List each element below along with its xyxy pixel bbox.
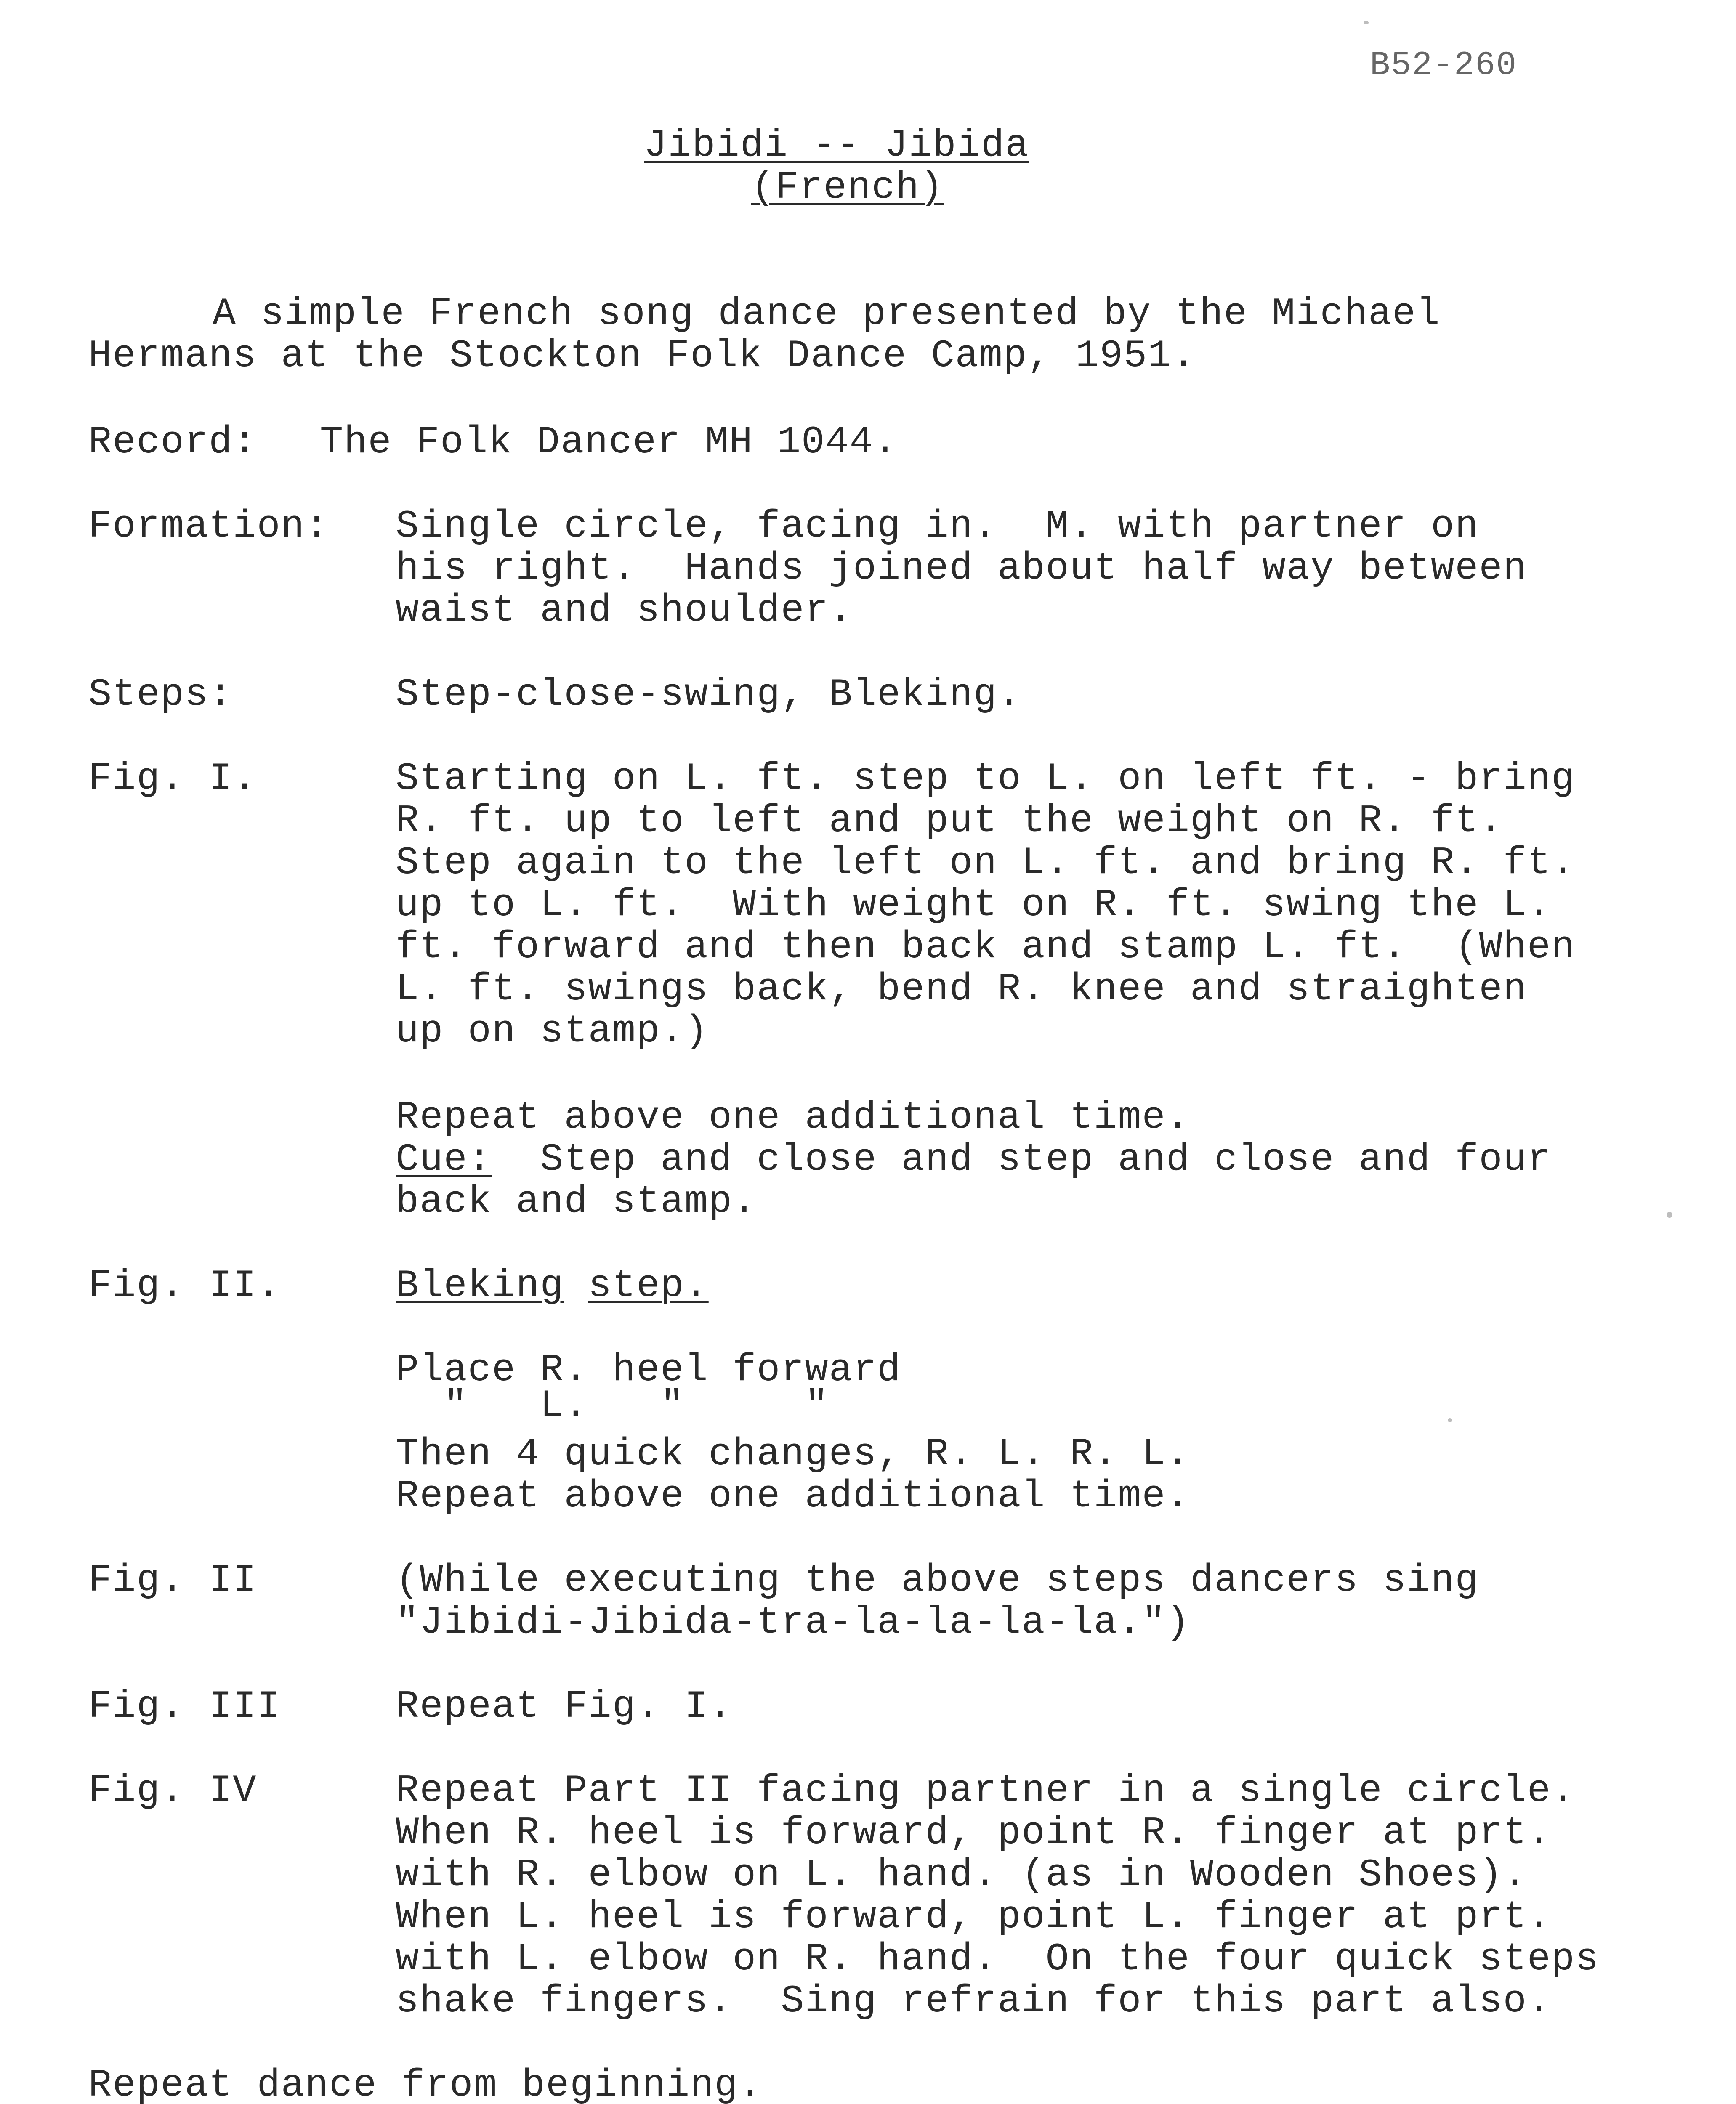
formation-line: his right. Hands joined about half way between — [396, 546, 1527, 590]
fig2-label: Fig. II. — [88, 1264, 281, 1308]
steps-label: Steps: — [88, 672, 233, 717]
cue-text: Step and close and step and close and four — [492, 1137, 1552, 1182]
fig2b-line: (While executing the above steps dancers sing — [396, 1558, 1479, 1602]
fig2-line: Place R. heel forward — [396, 1348, 901, 1392]
page-title: Jibidi -- Jibida — [644, 123, 1029, 167]
fig1-line: Starting on L. ft. step to L. on left ft. - bring — [396, 757, 1576, 801]
document-id: B52-260 — [1370, 46, 1518, 85]
fig2-line: Repeat above one additional time. — [396, 1474, 1190, 1518]
fig1-repeat: Repeat above one additional time. — [396, 1095, 1190, 1140]
fig2-heading — [396, 1265, 709, 1307]
intro-line: A simple French song dance presented by the Michael — [213, 292, 1441, 336]
closing-line: Repeat dance from beginning. — [88, 2063, 763, 2104]
formation-label: Formation: — [88, 504, 330, 548]
fig2b-label: Fig. II — [88, 1558, 257, 1602]
cue-label: Cue: — [396, 1137, 492, 1182]
fig4-label: Fig. IV — [88, 1769, 257, 1813]
fig2-heading-word: Bleking — [396, 1264, 564, 1308]
fig4-line: with R. elbow on L. hand. (as in Wooden Shoes). — [396, 1853, 1527, 1897]
fig1-cue — [396, 1138, 1551, 1181]
formation-line: Single circle, facing in. M. with partner on — [396, 504, 1479, 548]
fig3-value: Repeat Fig. I. — [396, 1684, 733, 1729]
scan-speck — [1667, 1212, 1672, 1218]
fig1-cue-continued: back and stamp. — [396, 1180, 757, 1224]
record-value: The Folk Dancer MH 1044. — [320, 420, 898, 464]
fig1-line: ft. forward and then back and stamp L. ft. (When — [396, 925, 1576, 969]
fig4-line: shake fingers. Sing refrain for this part also. — [396, 1979, 1552, 2023]
fig2-line: " L. " " — [396, 1384, 829, 1428]
fig4-line: When R. heel is forward, point R. finger at prt. — [396, 1811, 1552, 1855]
formation-line: waist and shoulder. — [396, 588, 853, 632]
fig4-line: with L. elbow on R. hand. On the four quick steps — [396, 1937, 1600, 1981]
page-subtitle: (French) — [751, 165, 944, 210]
fig1-line: up to L. ft. With weight on R. ft. swing the L. — [396, 883, 1552, 927]
steps-value: Step-close-swing, Bleking. — [396, 672, 1022, 717]
record-label: Record: — [88, 420, 257, 464]
fig1-line: up on stamp.) — [396, 1009, 709, 1053]
fig1-line: L. ft. swings back, bend R. knee and straighten — [396, 967, 1527, 1011]
fig1-line: R. ft. up to left and put the weight on R. ft. — [396, 799, 1503, 843]
fig4-line: Repeat Part II facing partner in a single circle. — [396, 1769, 1576, 1813]
fig1-label: Fig. I. — [88, 757, 257, 801]
fig2-line: Then 4 quick changes, R. L. R. L. — [396, 1432, 1190, 1476]
fig2b-line: "Jibidi-Jibida-tra-la-la-la-la.") — [396, 1600, 1190, 1644]
fig2-heading-word: step. — [588, 1264, 709, 1308]
fig4-line: When L. heel is forward, point L. finger at prt. — [396, 1895, 1552, 1939]
intro-line: Hermans at the Stockton Folk Dance Camp, 1951. — [88, 334, 1196, 378]
scan-speck — [1364, 21, 1369, 24]
scan-speck — [1448, 1418, 1452, 1422]
fig1-line: Step again to the left on L. ft. and bring R. ft. — [396, 841, 1576, 885]
fig3-label: Fig. III — [88, 1684, 281, 1729]
